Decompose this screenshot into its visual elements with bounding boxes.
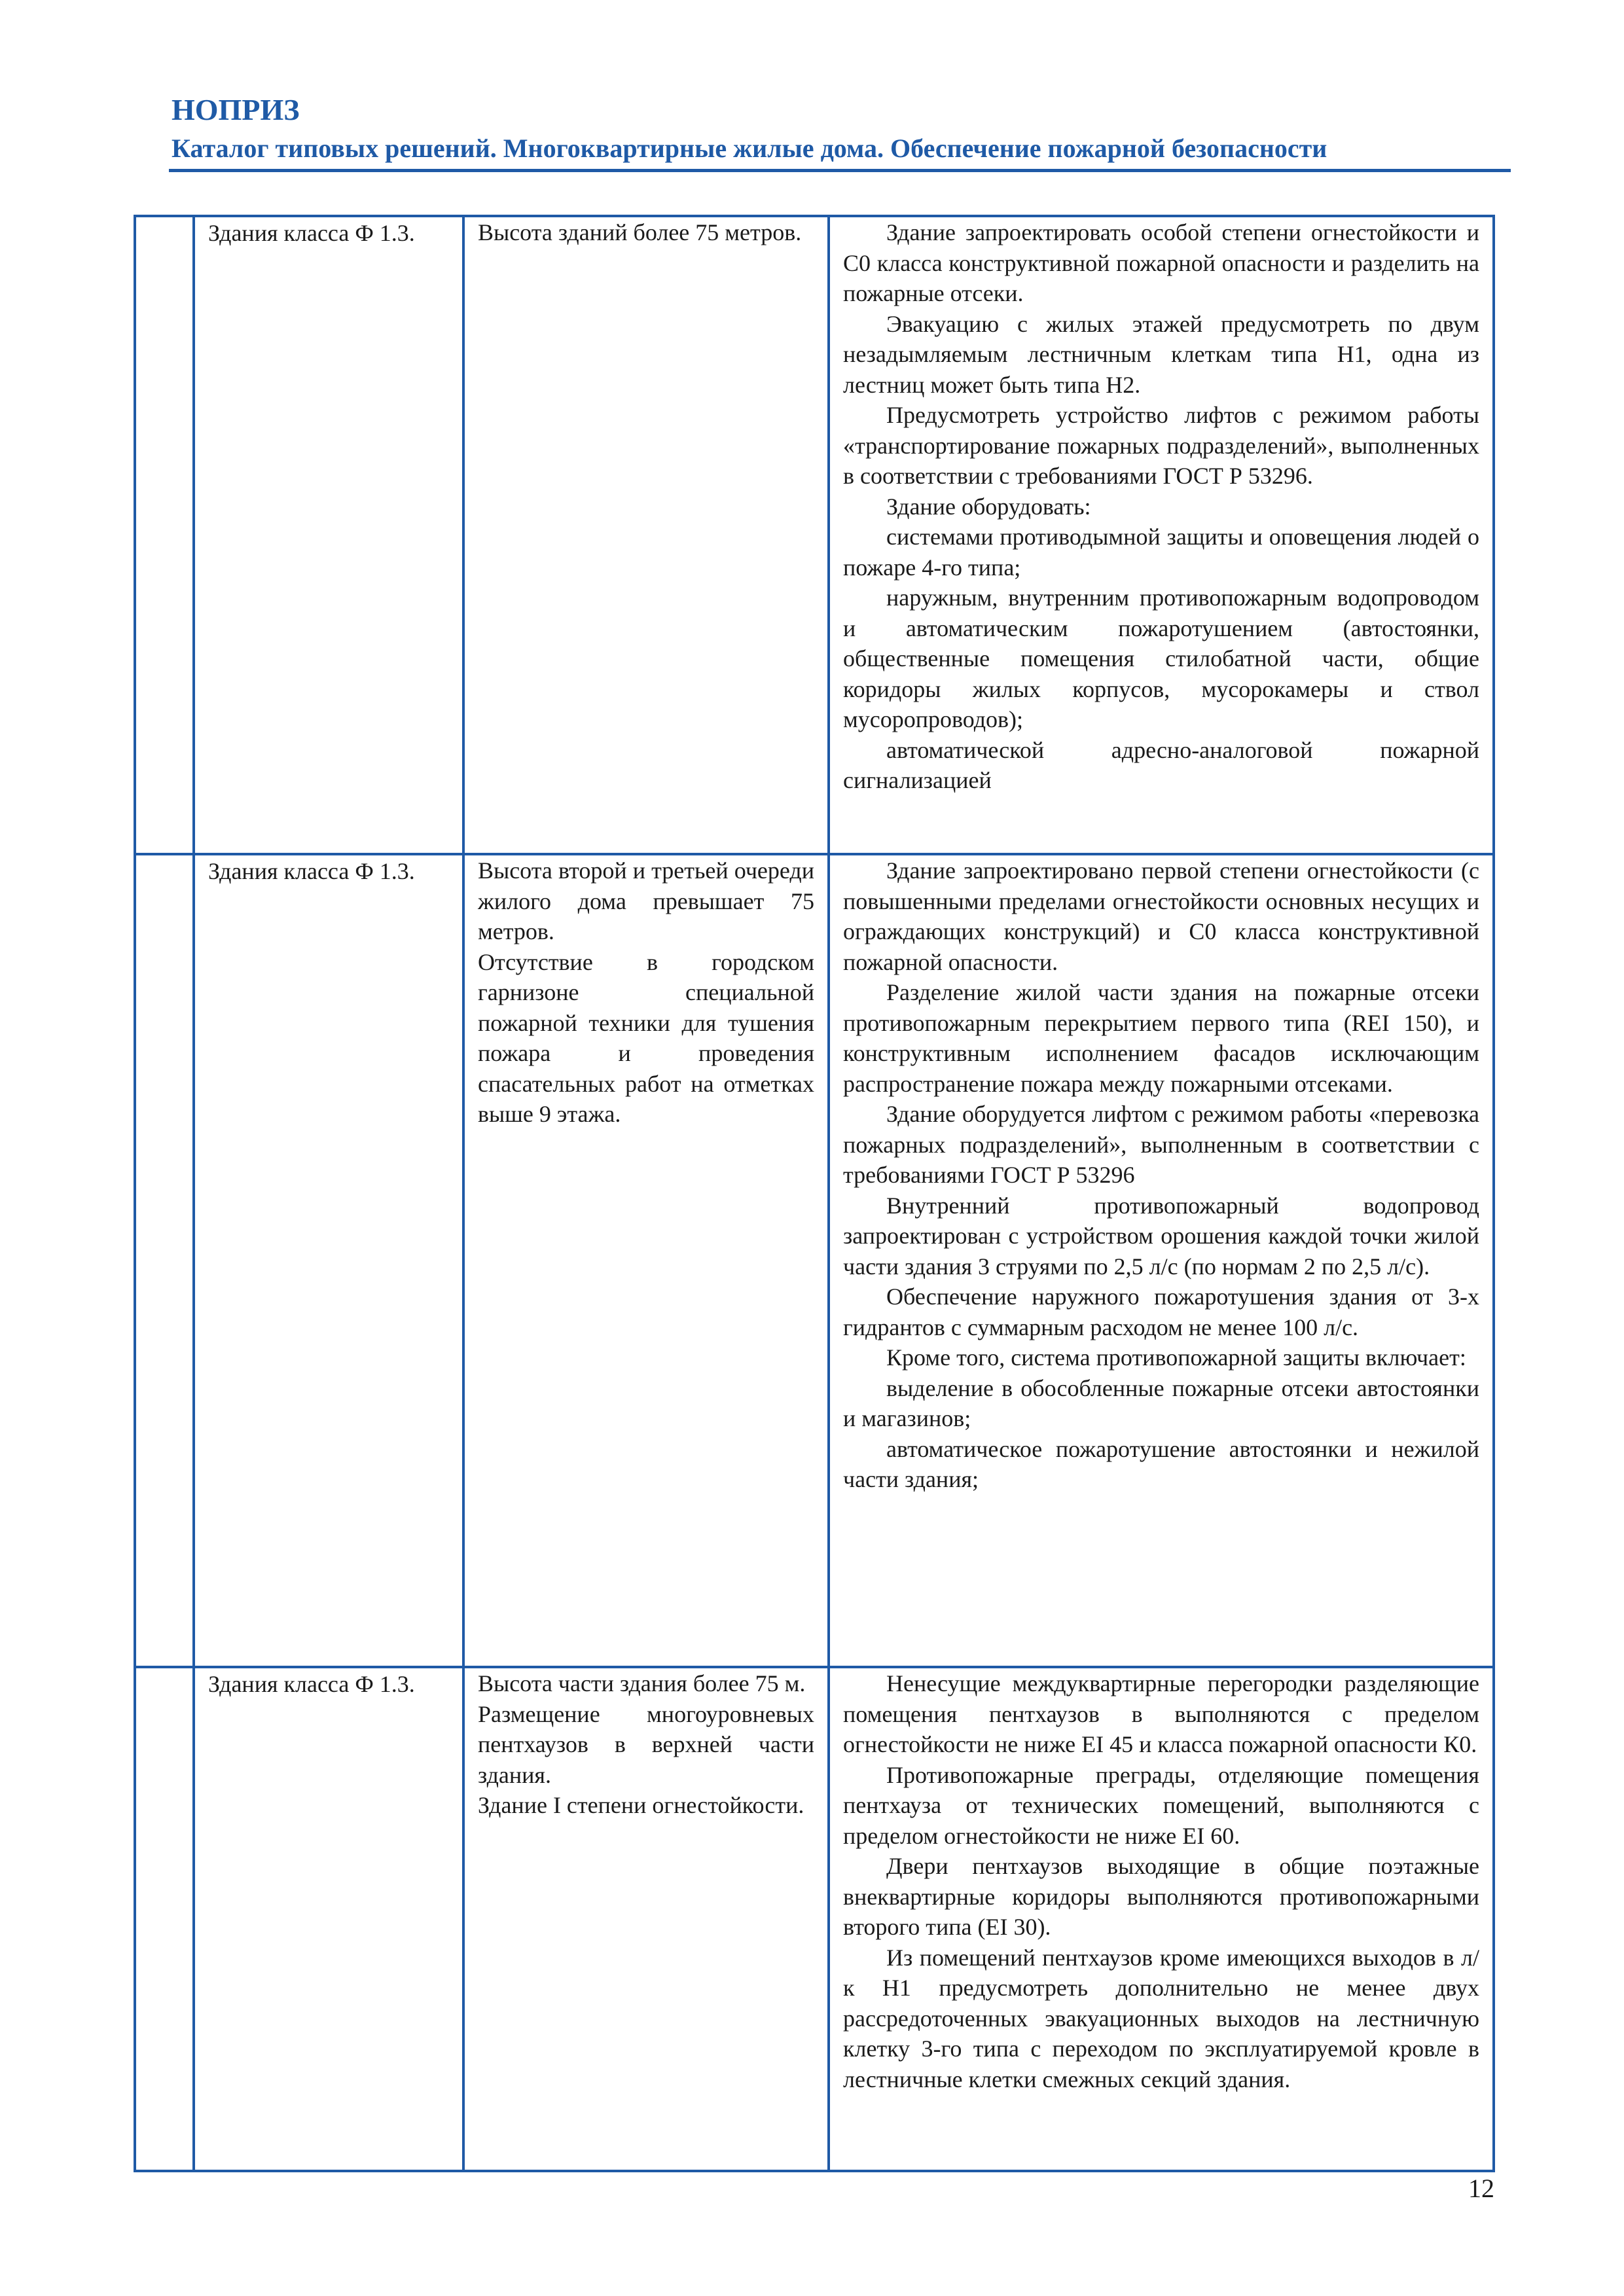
condition-paragraph: Здание I степени огнестойкости. [478, 1792, 804, 1818]
page-header [171, 92, 1507, 166]
solution-paragraph: Противопожарные преграды, отделяющие помещения пентхауза от технических помещений, выполняются с пределом огнестойкости не ниже EI 60. [843, 1761, 1479, 1849]
solution-paragraph: Эвакуацию с жилых этажей предусмотреть по двум незадымляемым лестничным клеткам типа Н1, одна из лестниц может быть типа Н2. [843, 310, 1479, 398]
solution-paragraph: Двери пентхаузов выходящие в общие поэтажные внеквартирные коридоры выполняются противопожарными второго типа (EI 30). [843, 1853, 1479, 1940]
solutions-cell [829, 216, 1494, 854]
conditions-cell [463, 216, 829, 854]
building-class-text: Здания класса Ф 1.3. [208, 858, 415, 884]
catalog-subtitle: Каталог типовых решений. Многоквартирные жилые дома. Обеспечение пожарной безопасности [171, 134, 1327, 163]
solution-paragraph: наружным, внутренним противопожарным водопроводом и автоматическим пожаротушением (автостоянки, общественные помещения стилобатной части, общие коридоры жилых корпусов, мусорокамеры и ствол мусоропроводов); [843, 584, 1479, 732]
solution-paragraph: автоматической адресно-аналоговой пожарной сигнализацией [843, 736, 1479, 793]
solution-paragraph: Ненесущие междуквартирные перегородки разделяющие помещения пентхаузов в выполняются с пределом огнестойкости не ниже EI 45 и класса пожарной опасности К0. [843, 1670, 1479, 1757]
solution-paragraph: Внутренний противопожарный водопровод запроектирован с устройством орошения каждой точки жилой части здания 3 струями по 2,5 л/с (по нормам 2 по 2,5 л/с). [843, 1192, 1479, 1280]
solution-paragraph: Разделение жилой части здания на пожарные отсеки противопожарным перекрытием первого типа (REI 150), и конструктивным исполнением фасадов исключающим распространение пожара между пожарными отсеками. [843, 979, 1479, 1097]
building-class-cell [194, 1667, 463, 2171]
table-row [135, 854, 1494, 1667]
header-divider [169, 169, 1511, 172]
row-number-cell [135, 216, 194, 854]
solution-paragraph: системами противодымной защиты и оповещения людей о пожаре 4-го типа; [843, 524, 1479, 581]
condition-paragraph: Высота зданий более 75 метров. [478, 219, 802, 245]
solution-paragraph: Здание запроектировано первой степени огнестойкости (с повышенными пределами огнестойкости основных несущих и ограждающих конструкций) и С0 класса конструктивной пожарной опасности. [843, 857, 1479, 975]
solution-paragraph: Обеспечение наружного пожаротушения здания от 3-х гидрантов с суммарным расходом не менее 100 л/с. [843, 1283, 1479, 1340]
row-number-cell [135, 854, 194, 1667]
conditions-cell [463, 854, 829, 1667]
building-class-cell [194, 854, 463, 1667]
building-class-text: Здания класса Ф 1.3. [208, 1671, 415, 1697]
solution-paragraph: автоматическое пожаротушение автостоянки и нежилой части здания; [843, 1435, 1479, 1492]
solution-paragraph: Здание запроектировать особой степени огнестойкости и С0 класса конструктивной пожарной опасности и разделить на пожарные отсеки. [843, 219, 1479, 306]
table-row [135, 216, 1494, 854]
condition-paragraph: Отсутствие в городском гарнизоне специальной пожарной техники для тушения пожара и проведения спасательных работ на отметках выше 9 этажа. [478, 948, 814, 1127]
solutions-cell [829, 1667, 1494, 2171]
building-class-cell [194, 216, 463, 854]
solutions-table [134, 215, 1495, 2172]
organization-name: НОПРИЗ [171, 93, 300, 126]
condition-paragraph: Размещение многоуровневых пентхаузов в верхней части здания. [478, 1700, 814, 1788]
solutions-cell [829, 854, 1494, 1667]
page-number: 12 [1468, 2174, 1494, 2203]
condition-paragraph: Высота части здания более 75 м. [478, 1670, 806, 1696]
solution-paragraph: Из помещений пентхаузов кроме имеющихся выходов в л/к Н1 предусмотреть дополнительно не менее двух рассредоточенных эвакуационных выходов на лестничную клетку 3-го типа с переходом по эксплуатируемой кровле в лестничные клетки смежных секций здания. [843, 1944, 1479, 2092]
solution-paragraph: Предусмотреть устройство лифтов с режимом работы «транспортирование пожарных подразделений», выполненных в соответствии с требованиями ГОСТ Р 53296. [843, 402, 1479, 489]
row-number-cell [135, 1667, 194, 2171]
solution-paragraph: выделение в обособленные пожарные отсеки автостоянки и магазинов; [843, 1374, 1479, 1431]
condition-paragraph: Высота второй и третьей очереди жилого дома превышает 75 метров. [478, 857, 814, 944]
solution-paragraph: Здание оборудуется лифтом с режимом работы «перевозка пожарных подразделений», выполненным в соответствии с требованиями ГОСТ Р 53296 [843, 1101, 1479, 1188]
conditions-cell [463, 1667, 829, 2171]
solution-paragraph: Кроме того, система противопожарной защиты включает: [886, 1344, 1466, 1371]
solution-paragraph: Здание оборудовать: [886, 493, 1091, 520]
table-row [135, 1667, 1494, 2171]
building-class-text: Здания класса Ф 1.3. [208, 220, 415, 246]
